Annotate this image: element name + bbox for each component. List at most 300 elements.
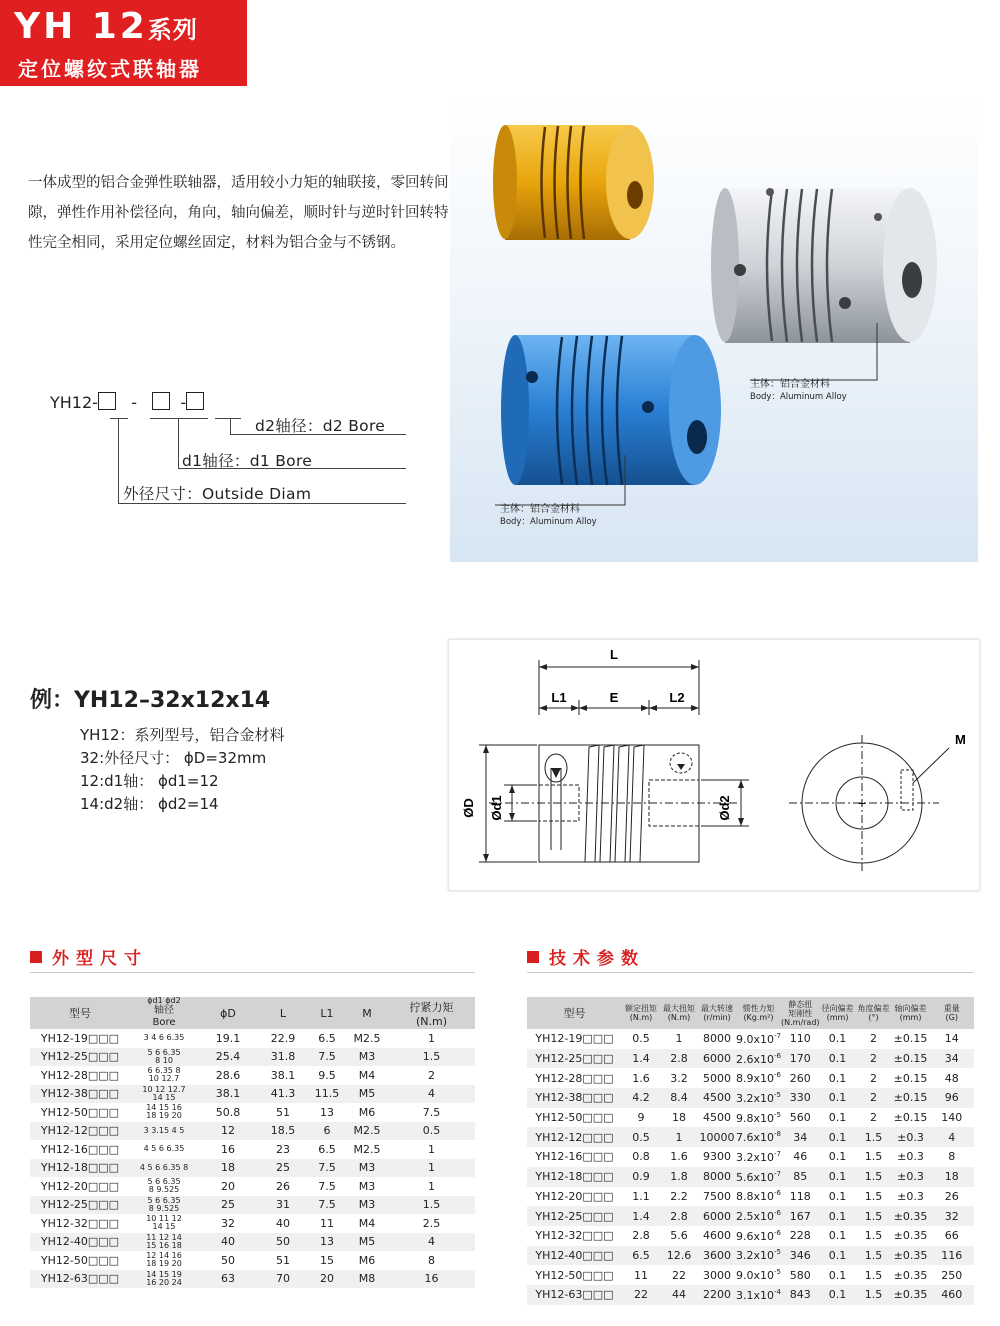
cell-max: 1 [675,1032,683,1046]
cell-M: M2.5 [353,1031,381,1045]
model-code: YH12- - - [50,392,204,412]
cell-model: YH12-50□□□ [535,1111,614,1125]
cell-rated: 11 [634,1268,648,1282]
od-label: 外径尺寸：Outside Diam [123,485,312,503]
cell-model: YH12-25□□□ [30,1196,130,1215]
cell-model: YH12-50□□□ [40,1253,120,1267]
cell-model: YH12-18□□□ [30,1159,130,1178]
cell-L1: 6.5 [318,1031,336,1045]
cell-model: YH12-40□□□ [527,1246,622,1266]
cell-angular: 1.5 [864,1268,883,1282]
cell-L: 70 [258,1270,308,1289]
cell-L1: 13 [308,1233,346,1252]
cell-speed: 8000 [703,1032,731,1046]
cell-axial: ±0.35 [892,1206,930,1226]
cell-stiffness: 580 [789,1268,811,1282]
cell-M: M4 [358,1216,376,1230]
col-radial: 径向偏差 (mm) [820,997,856,1029]
cell-L: 18.5 [258,1122,308,1141]
section-dims-heading: 外型尺寸 [30,944,148,969]
cell-model: YH12-32□□□ [40,1216,120,1230]
d1-box [152,392,170,410]
table-row [527,1265,974,1285]
cell-bore: 14 15 19 16 20 24 [130,1270,198,1289]
cell-L: 51 [276,1105,290,1119]
cell-weight: 8 [948,1150,956,1164]
technical-drawing [448,639,980,891]
cell-angular: 2 [856,1049,892,1069]
cell-max: 2.2 [670,1189,688,1203]
col-M: M [346,997,388,1029]
svg-text:M: M [955,732,966,747]
cell-max: 1.8 [660,1167,698,1187]
cell-D: 63 [198,1270,258,1289]
cell-model: YH12-12□□□ [527,1127,622,1147]
cell-model: YH12-25□□□ [30,1048,130,1067]
cell-bore: 4 5 6 6.35 8 [130,1159,198,1178]
cell-inertia: $9.8x10^{-5}$ [736,1110,781,1125]
cell-model: YH12-28□□□ [535,1071,614,1085]
cell-radial: 0.1 [820,1206,856,1226]
cell-angular: 1.5 [856,1127,892,1147]
silver-coupling [711,188,937,343]
cell-model: YH12-16□□□ [40,1142,120,1156]
cell-speed: 4500 [698,1088,736,1108]
cell-max: 1 [660,1127,698,1147]
cell-L1: 20 [308,1270,346,1289]
col-rated-torque: 额定扭矩 (N.m) [622,997,660,1029]
cell-D: 16 [221,1142,235,1156]
cell-model: YH12-20□□□ [535,1189,614,1203]
cell-stiffness: 85 [781,1167,820,1187]
cell-L1: 7.5 [308,1048,346,1067]
cell-weight: 116 [930,1246,974,1266]
cell-inertia: $9.0x10^{-7}$ [736,1031,781,1046]
cell-model: YH12-63□□□ [527,1285,622,1305]
section-tech-heading: 技术参数 [527,944,645,969]
cell-axial: ±0.15 [893,1032,928,1046]
cell-L1: 15 [320,1253,334,1267]
gold-coupling [493,125,654,240]
example-line: 14:d2轴： ϕd2=14 [80,795,219,813]
cell-speed: 10000 [698,1127,736,1147]
cell-max: 2.8 [660,1049,698,1069]
cell-angular: 1.5 [856,1246,892,1266]
cell-radial: 0.1 [820,1167,856,1187]
col-L1: L1 [308,997,346,1029]
cell-radial: 0.1 [820,1127,856,1147]
cell-rated: 1.4 [622,1206,660,1226]
cell-angular: 2 [856,1088,892,1108]
d1-label: d1轴径：d1 Bore [182,452,313,470]
cell-D: 25.4 [198,1048,258,1067]
cell-torque: 0.5 [388,1122,475,1141]
cell-D: 38.1 [198,1085,258,1104]
cell-L: 31 [258,1196,308,1215]
example-line: YH12：系列型号，铝合金材料 [80,726,285,744]
cell-L: 51 [276,1253,290,1267]
cell-rated: 0.5 [632,1032,650,1046]
cell-weight: 96 [930,1088,974,1108]
cell-inertia: $8.9x10^{-6}$ [736,1071,781,1086]
cell-axial: ±0.35 [892,1285,930,1305]
dimensions-table [30,997,475,1288]
table-row [527,1029,974,1049]
d2-box [186,392,204,410]
tech-params-table [527,997,974,1305]
table-row [30,1177,475,1196]
cell-axial: ±0.3 [892,1167,930,1187]
cell-D: 18 [198,1159,258,1178]
cell-weight: 250 [941,1268,963,1282]
col-inertia: 惯性力矩 (Kg.m²) [736,997,781,1029]
cell-M: M6 [358,1253,376,1267]
cell-axial: ±0.3 [892,1127,930,1147]
cell-L1: 11.5 [308,1085,346,1104]
cell-weight: 460 [930,1285,974,1305]
table-row [527,1285,974,1305]
table-row [30,1159,475,1178]
cell-angular: 1.5 [856,1206,892,1226]
cell-radial: 0.1 [828,1150,847,1164]
svg-text:L: L [610,647,618,662]
cell-model: YH12-20□□□ [40,1179,120,1193]
cell-stiffness: 170 [781,1049,820,1069]
table-row [527,1206,974,1226]
cell-M: M5 [346,1233,388,1252]
cell-stiffness: 560 [789,1111,811,1125]
header-badge [0,0,247,86]
cell-speed: 4600 [703,1229,731,1243]
cell-inertia: $2.6x10^{-6}$ [736,1049,781,1069]
cell-M: M3 [346,1196,388,1215]
cell-model: YH12-16□□□ [535,1150,614,1164]
cell-rated: 4.2 [622,1088,660,1108]
cell-speed: 8000 [698,1167,736,1187]
table-row [527,1127,974,1147]
cell-bore: 12 14 16 18 19 20 [146,1251,182,1269]
table-row [30,1140,475,1159]
cell-L: 38.1 [270,1068,296,1082]
cell-angular: 1.5 [856,1167,892,1187]
cell-torque: 2 [428,1068,435,1082]
cell-axial: ±0.15 [893,1111,928,1125]
cell-radial: 0.1 [820,1285,856,1305]
cell-M: M3 [358,1179,376,1193]
table-row [30,1251,475,1270]
cell-L: 50 [258,1233,308,1252]
cell-axial: ±0.15 [892,1088,930,1108]
cell-L1: 9.5 [318,1068,336,1082]
col-bore: ϕd1 ϕd2 轴径 Bore [130,997,198,1029]
cell-L1: 7.5 [308,1159,346,1178]
table-row [30,1103,475,1122]
cell-model: YH12-63□□□ [30,1270,130,1289]
cell-weight: 66 [944,1229,959,1243]
cell-D: 25 [198,1196,258,1215]
cell-rated: 6.5 [622,1246,660,1266]
cell-axial: ±0.3 [897,1189,924,1203]
cell-angular: 1.5 [864,1150,883,1164]
caption-blue: 主体：铝合金材料 Body：Aluminum Alloy [500,504,597,527]
cell-weight: 32 [930,1206,974,1226]
svg-text:L2: L2 [669,690,685,705]
cell-torque: 16 [388,1270,475,1289]
cell-L: 31.8 [258,1048,308,1067]
cell-stiffness: 110 [789,1032,811,1046]
product-photo [450,95,978,562]
table-row [527,1167,974,1187]
cell-torque: 8 [428,1253,435,1267]
cell-stiffness: 167 [781,1206,820,1226]
col-torque: 拧紧力矩 (N.m) [388,997,475,1029]
cell-L1: 6 [308,1122,346,1141]
cell-bore: 6 6.35 8 10 12.7 [147,1066,181,1084]
cell-M: M8 [346,1270,388,1289]
cell-max: 3.2 [670,1071,688,1085]
cell-stiffness: 260 [789,1071,811,1085]
series-subtitle: 定位螺纹式联轴器 [18,57,202,81]
table-row [527,1187,974,1207]
cell-model: YH12-25□□□ [527,1049,622,1069]
red-square-icon [30,951,42,963]
col-stiffness: 静态扭 矩刚性 (N.m/rad) [781,997,820,1029]
cell-M: M2.5 [346,1122,388,1141]
cell-max: 1.6 [670,1150,688,1164]
blue-coupling [501,335,721,485]
cell-inertia: $5.6x10^{-7}$ [736,1167,781,1187]
table-row [30,1029,475,1048]
cell-axial: ±0.35 [893,1268,928,1282]
cell-inertia: $2.5x10^{-6}$ [736,1206,781,1226]
cell-radial: 0.1 [828,1189,847,1203]
example-line: 12:d1轴： ϕd1=12 [80,772,219,790]
col-angular: 角度偏差 (°) [856,997,892,1029]
cell-model: YH12-40□□□ [30,1233,130,1252]
cell-bore: 3 4 6 6.35 [143,1033,185,1043]
cell-inertia: $9.6x10^{-6}$ [736,1228,781,1243]
cell-L: 40 [276,1216,290,1230]
cell-max: 2.8 [660,1206,698,1226]
cell-bore: 10 12 12.7 14 15 [130,1085,198,1104]
cell-speed: 6000 [698,1049,736,1069]
table-row [30,1214,475,1233]
cell-weight: 18 [930,1167,974,1187]
cell-model: YH12-12□□□ [30,1122,130,1141]
svg-text:+: + [857,795,867,811]
cell-axial: ±0.35 [892,1246,930,1266]
cell-inertia: $3.2x10^{-5}$ [736,1246,781,1266]
cell-model: YH12-19□□□ [535,1032,614,1046]
cell-model: YH12-38□□□ [527,1088,622,1108]
table-row [30,1122,475,1141]
cell-D: 28.6 [215,1068,241,1082]
cell-bore: 5 6 6.35 8 9.525 [130,1196,198,1215]
cell-radial: 0.1 [820,1088,856,1108]
cell-angular: 2 [870,1111,878,1125]
col-axial: 轴向偏差 (mm) [892,997,930,1029]
cell-M: M6 [358,1105,376,1119]
cell-weight: 140 [941,1111,963,1125]
cell-L1: 11 [320,1216,334,1230]
cell-D: 19.1 [215,1031,241,1045]
cell-model: YH12-19□□□ [40,1031,120,1045]
cell-torque: 4 [388,1085,475,1104]
cell-speed: 5000 [703,1071,731,1085]
cell-axial: ±0.3 [897,1150,924,1164]
cell-axial: ±0.15 [893,1071,928,1085]
cell-L1: 13 [320,1105,334,1119]
cell-rated: 0.9 [622,1167,660,1187]
cell-stiffness: 46 [793,1150,808,1164]
cell-speed: 3600 [698,1246,736,1266]
svg-text:E: E [609,690,619,705]
cell-weight: 14 [944,1032,959,1046]
cell-radial: 0.1 [820,1246,856,1266]
cell-angular: 2 [870,1071,878,1085]
cell-speed: 6000 [698,1206,736,1226]
cell-torque: 1 [388,1159,475,1178]
cell-rated: 2.8 [632,1229,650,1243]
cell-max: 12.6 [660,1246,698,1266]
table-row [30,1066,475,1085]
cell-bore: 4 5 6 6.35 [143,1144,185,1154]
cell-L: 22.9 [270,1031,296,1045]
cell-angular: 1.5 [864,1189,883,1203]
cell-torque: 4 [388,1233,475,1252]
cell-weight: 48 [944,1071,959,1085]
cell-L: 41.3 [258,1085,308,1104]
table-row [527,1108,974,1128]
cell-D: 32 [221,1216,235,1230]
cell-radial: 0.1 [828,1111,847,1125]
cell-axial: ±0.15 [892,1049,930,1069]
cell-bore: 14 15 16 18 19 20 [146,1103,182,1121]
cell-rated: 22 [622,1285,660,1305]
cell-speed: 3000 [703,1268,731,1282]
cell-L1: 6.5 [318,1142,336,1156]
cell-axial: ±0.35 [893,1229,928,1243]
cell-M: M5 [346,1085,388,1104]
cell-model: YH12-50□□□ [535,1268,614,1282]
cell-inertia: $3.2x10^{-5}$ [736,1088,781,1108]
cell-torque: 1.5 [388,1048,475,1067]
cell-L: 25 [258,1159,308,1178]
example-line: 32:外径尺寸： ϕD=32mm [80,749,267,767]
table-row [30,1233,475,1252]
cell-M: M3 [346,1048,388,1067]
cell-weight: 34 [930,1049,974,1069]
cell-bore: 3 3.15 4 5 [130,1122,198,1141]
table-row [527,1068,974,1088]
cell-rated: 1.1 [632,1189,650,1203]
svg-text:Ød2: Ød2 [717,795,732,821]
table-row [527,1147,974,1167]
cell-rated: 9 [637,1111,645,1125]
col-max-torque: 最大扭矩 (N.m) [660,997,698,1029]
table-row [30,1048,475,1067]
cell-model: YH12-28□□□ [40,1068,120,1082]
cell-model: YH12-18□□□ [527,1167,622,1187]
cell-torque: 1.5 [388,1196,475,1215]
cell-torque: 7.5 [422,1105,441,1119]
cell-D: 12 [198,1122,258,1141]
cell-max: 22 [672,1268,686,1282]
table-row [30,1196,475,1215]
cell-stiffness: 118 [789,1189,811,1203]
cell-L: 23 [276,1142,290,1156]
cell-M: M3 [346,1159,388,1178]
cell-rated: 1.4 [622,1049,660,1069]
cell-weight: 26 [944,1189,959,1203]
cell-stiffness: 228 [789,1229,811,1243]
table-row [527,1226,974,1246]
cell-max: 18 [672,1111,686,1125]
cell-stiffness: 346 [781,1246,820,1266]
cell-stiffness: 34 [781,1127,820,1147]
cell-inertia: $9.0x10^{-5}$ [736,1268,781,1283]
cell-bore: 5 6 6.35 8 10 [130,1048,198,1067]
cell-angular: 1.5 [856,1285,892,1305]
col-weight: 重量 (G) [930,997,974,1029]
d2-label: d2轴径：d2 Bore [255,417,386,435]
cell-D: 20 [221,1179,235,1193]
cell-max: 5.6 [670,1229,688,1243]
svg-text:L1: L1 [551,690,567,705]
cell-max: 44 [660,1285,698,1305]
cell-torque: 1 [428,1179,435,1193]
cell-rated: 0.8 [632,1150,650,1164]
cell-bore: 5 6 6.35 8 9.525 [147,1177,181,1195]
cell-rated: 0.5 [622,1127,660,1147]
cell-speed: 2200 [698,1285,736,1305]
cell-D: 50.8 [215,1105,241,1119]
cell-angular: 1.5 [864,1229,883,1243]
table-row [30,1270,475,1289]
col-max-speed: 最大转速 (r/min) [698,997,736,1029]
couplings-illustration [450,95,978,562]
cell-max: 8.4 [660,1088,698,1108]
cell-torque: 1 [428,1142,435,1156]
cell-speed: 7500 [703,1189,731,1203]
cell-radial: 0.1 [828,1268,847,1282]
cell-M: M4 [358,1068,376,1082]
cell-D: 40 [198,1233,258,1252]
col-model: 型号 [527,997,622,1029]
cell-model: YH12-25□□□ [527,1206,622,1226]
cell-radial: 0.1 [828,1229,847,1243]
cell-stiffness: 330 [781,1088,820,1108]
cell-rated: 1.6 [632,1071,650,1085]
cell-torque: 2.5 [422,1216,441,1230]
table-row [527,1049,974,1069]
cell-inertia: $7.6x10^{-8}$ [736,1127,781,1147]
cell-angular: 2 [870,1032,878,1046]
series-title: YH 12系列 [14,6,198,47]
svg-text:ØD: ØD [461,798,476,818]
intro-text: 一体成型的铝合金弹性联轴器，适用较小力矩的轴联接，零回转间隙，弹性作用补偿径向，角向，轴向偏差，顺时针与逆时针回转特性完全相同，采用定位螺丝固定，材料为铝合金与不锈钢。 [28,175,449,251]
table-row [30,1085,475,1104]
cell-speed: 9300 [703,1150,731,1164]
table-row [527,1246,974,1266]
cell-inertia: $3.2x10^{-7}$ [736,1149,781,1164]
cell-inertia: $3.1x10^{-4}$ [736,1285,781,1305]
cell-bore: 10 11 12 14 15 [146,1214,182,1232]
cell-radial: 0.1 [820,1049,856,1069]
col-model: 型号 [30,997,130,1029]
caption-silver: 主体：铝合金材料 Body：Aluminum Alloy [750,379,847,402]
cell-L1: 7.5 [318,1179,336,1193]
